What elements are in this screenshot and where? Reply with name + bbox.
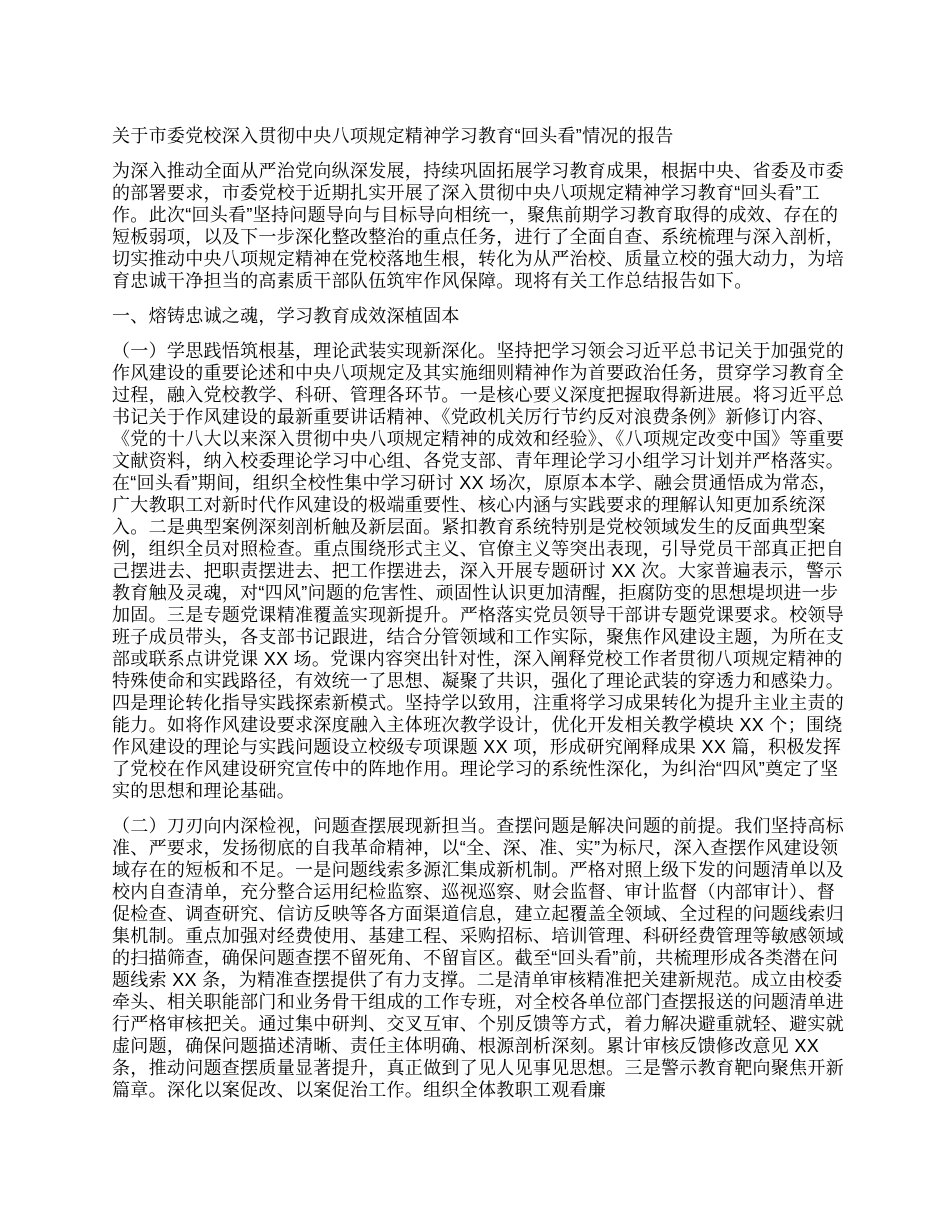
document-paragraph: 为深入推动全面从严治党向纵深发展，持续巩固拓展学习教育成果，根据中央、省委及市委的部署要求，市委党校于近期扎实开展了深入贯彻中央八项规定精神学习教育“回头看”工作。此次“回头看”坚持问题导向与目标导向相统一，聚焦前期学习教育取得的成效、存在的短板弱项，以及下一步深化整改整治的重点任务，进行了全面自查、系统梳理与深入剖析，切实推动中央八项规定精神在党校落地生根，转化为从严治校、质量立校的强大动力，为培育忠诚干净担当的高素质干部队伍筑牢作风保障。现将有关工作总结报告如下。 xyxy=(112,161,844,291)
document-title: 关于市委党校深入贯彻中央八项规定精神学习教育“回头看”情况的报告 xyxy=(112,126,674,146)
section-heading: 一、熔铸忠诚之魂，学习教育成效深植固本 xyxy=(112,306,460,326)
document-paragraph: （一）学思践悟筑根基，理论武装实现新深化。坚持把学习领会习近平总书记关于加强党的作风建设的重要论述和中央八项规定及其实施细则精神作为首要政治任务，贯穿学习教育全过程，融入党校教学、科研、管理各环节。一是核心要义深度把握取得新进展。将习近平总书记关于作风建设的最新重要讲话精神、《党政机关厉行节约反对浪费条例》新修订内容、《党的十八大以来深入贯彻中央八项规定精神的成效和经验》、《八项规定改变中国》等重要文献资料，纳入校委理论学习中心组、各党支部、青年理论学习小组学习计划并严格落实。在“回头看”期间，组织全校性集中学习研讨 XX 场次，原原本本学、融会贯通悟成为常态，广大教职工对新时代作风建设的极端重要性、核心内涵与实践要求的理解认知更加系统深入。二是典型案例深刻剖析触及新层面。紧扣教育系统特别是党校领域发生的反面典型案例，组织全员对照检查。重点围绕形式主义、官僚主义等突出表现，引导党员干部真正把自己摆进去、把职责摆进去、把工作摆进去，深入开展专题研讨 XX 次。大家普遍表示，警示教育触及灵魂，对“四风”问题的危害性、顽固性认识更加清醒，拒腐防变的思想堤坝进一步加固。三是专题党课精准覆盖实现新提升。严格落实党员领导干部讲专题党课要求。校领导班子成员带头，各支部书记跟进，结合分管领域和工作实际，聚焦作风建设主题，为所在支部或联系点讲党课 XX 场。党课内容突出针对性，深入阐释党校工作者贯彻八项规定精神的特殊使命和实践路径，有效统一了思想、凝聚了共识，强化了理论武装的穿透力和感染力。四是理论转化指导实践探索新模式。坚持学以致用，注重将学习成果转化为提升主业主责的能力。如将作风建设要求深度融入主体班次教学设计，优化开发相关教学模块 XX 个；围绕作风建设的理论与实践问题设立校级专项课题 XX 项，形成研究阐释成果 XX 篇，积极发挥了党校在作风建设研究宣传中的阵地作用。理论学习的系统性深化，为纠治“四风”奠定了坚实的思想和理论基础。 xyxy=(112,341,845,801)
document-page xyxy=(112,125,848,1114)
document-blocks xyxy=(112,160,848,1101)
document-paragraph: （二）刀刃向内深检视，问题查摆展现新担当。查摆问题是解决问题的前提。我们坚持高标准、严要求，发扬彻底的自我革命精神，以“全、深、准、实”为标尺，深入查摆作风建设领域存在的短板和不足。一是问题线索多源汇集成新机制。严格对照上级下发的问题清单以及校内自查清单，充分整合运用纪检监察、巡视巡察、财会监督、审计监督（内部审计）、督促检查、调查研究、信访反映等各方面渠道信息，建立起覆盖全领域、全过程的问题线索归集机制。重点加强对经费使用、基建工程、采购招标、培训管理、科研经费管理等敏感领域的扫描筛查，确保问题查摆不留死角、不留盲区。截至“回头看”前，共梳理形成各类潜在问题线索 XX 条，为精准查摆提供了有力支撑。二是清单审核精准把关建新规范。成立由校委牵头、相关职能部门和业务骨干组成的工作专班，对全校各单位部门查摆报送的问题清单进行严格审核把关。通过集中研判、交叉互审、个别反馈等方式，着力解决避重就轻、避实就虚问题，确保问题描述清晰、责任主体明确、根源剖析深刻。累计审核反馈修改意见 XX 条，推动问题查摆质量显著提升，真正做到了见人见事见思想。三是警示教育靶向聚焦开新篇章。深化以案促改、以案促治工作。组织全体教职工观看廉 xyxy=(112,816,844,1100)
